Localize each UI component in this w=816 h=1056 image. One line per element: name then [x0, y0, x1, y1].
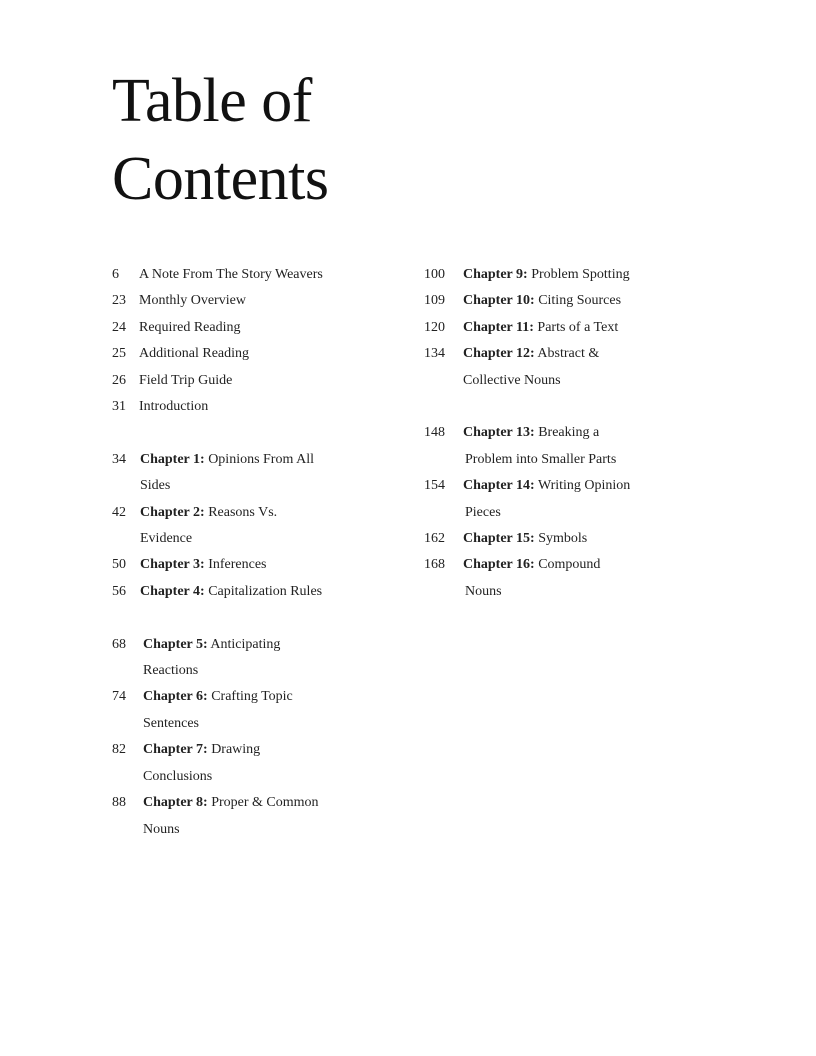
chapter-title-text: Inferences: [208, 557, 267, 573]
chapter-label: Chapter 14:: [463, 478, 535, 494]
toc-entry[interactable]: [112, 790, 412, 843]
toc-entry-title: [463, 420, 754, 473]
chapter-title-text: Additional Reading: [139, 346, 250, 362]
toc-entry[interactable]: [112, 632, 412, 685]
toc-page-number: 88: [112, 795, 126, 811]
toc-page-number: 109: [424, 293, 445, 309]
toc-page-number: 6: [112, 267, 119, 282]
chapter-title-text: A Note From The Story Weavers: [139, 267, 323, 282]
toc-entry-title: [463, 526, 754, 552]
toc-entry[interactable]: [424, 526, 754, 552]
toc-entry[interactable]: [424, 473, 754, 526]
toc-page-number: 168: [424, 557, 445, 573]
toc-page-number: 25: [112, 346, 126, 362]
toc-page-number: 26: [112, 372, 126, 388]
chapter-title-text: Capitalization Rules: [208, 583, 323, 599]
chapter-title-text: Drawing: [211, 742, 261, 758]
chapter-label: Chapter 6:: [143, 689, 208, 705]
toc-page-number: 31: [112, 399, 126, 415]
chapter-title-continuation: Sentences: [143, 715, 199, 731]
page-title: [112, 62, 328, 218]
toc-entry[interactable]: [112, 684, 412, 737]
chapter-title-continuation: Collective Nouns: [463, 372, 561, 388]
toc-entry-title: [463, 315, 754, 341]
page-title-line-1: Table of: [112, 67, 312, 135]
toc-entry-title: [139, 394, 412, 420]
chapter-label: Chapter 9:: [463, 267, 528, 282]
chapter-label: Chapter 15:: [463, 531, 535, 547]
toc-entry-title: [140, 500, 412, 553]
chapter-title-continuation: Nouns: [143, 821, 180, 837]
toc-entry-title: [139, 315, 412, 341]
toc-page-number: 148: [424, 425, 445, 441]
page-title-line-2: Contents: [112, 145, 329, 213]
toc-entry-title: [139, 341, 412, 367]
toc-entry-title: [463, 473, 754, 526]
chapter-title-text: Opinions From All: [208, 451, 314, 467]
toc-group: [424, 262, 754, 394]
toc-left-column: [112, 262, 412, 869]
chapter-label: Chapter 13:: [463, 425, 535, 441]
toc-entry-title: [143, 790, 412, 843]
toc-entry[interactable]: [424, 341, 754, 394]
chapter-title-text: Writing Opinion: [537, 478, 631, 494]
chapter-label: Chapter 8:: [143, 795, 208, 811]
toc-right-column: [424, 262, 754, 632]
toc-page-number: 82: [112, 742, 126, 758]
chapter-label: Chapter 10:: [463, 293, 535, 309]
toc-page-number: 24: [112, 319, 126, 335]
toc-group: [112, 262, 412, 420]
toc-entry[interactable]: [424, 288, 754, 314]
toc-entry[interactable]: [112, 447, 412, 500]
toc-group: [424, 420, 754, 605]
toc-page-number: 134: [424, 346, 445, 362]
toc-entry-title: [143, 632, 412, 685]
chapter-title-text: Introduction: [139, 399, 209, 415]
chapter-label: Chapter 11:: [463, 319, 534, 335]
chapter-title-continuation: Nouns: [465, 583, 502, 599]
chapter-title-text: Parts of a Text: [537, 319, 619, 335]
toc-entry-title: [140, 579, 412, 605]
toc-page-number: 154: [424, 478, 445, 494]
chapter-label: Chapter 2:: [140, 504, 205, 520]
toc-entry[interactable]: [112, 315, 412, 341]
toc-entry[interactable]: [424, 315, 754, 341]
chapter-title-text: Proper & Common: [211, 795, 319, 811]
toc-entry[interactable]: [112, 368, 412, 394]
chapter-title-text: Citing Sources: [538, 293, 622, 309]
toc-page-number: 120: [424, 319, 445, 335]
toc-entry[interactable]: [424, 262, 754, 288]
toc-entry-title: [140, 552, 412, 578]
toc-entry-title: [463, 288, 754, 314]
chapter-title-continuation: Reactions: [143, 663, 199, 679]
toc-entry[interactable]: [112, 552, 412, 578]
chapter-label: Chapter 3:: [140, 557, 205, 573]
toc-group: [112, 632, 412, 843]
toc-page-number: 34: [112, 451, 126, 467]
toc-entry[interactable]: [424, 552, 754, 605]
toc-entry[interactable]: [112, 737, 412, 790]
toc-entry-title: [139, 288, 412, 314]
chapter-title-text: Symbols: [538, 531, 588, 547]
chapter-label: Chapter 12:: [463, 346, 535, 362]
chapter-title-text: Breaking a: [538, 425, 600, 441]
toc-entry-title: [463, 262, 754, 288]
chapter-label: Chapter 16:: [463, 557, 535, 573]
toc-page-number: 68: [112, 636, 126, 652]
toc-entry[interactable]: [112, 500, 412, 553]
chapter-title-text: Compound: [538, 557, 601, 573]
toc-entry[interactable]: [112, 262, 412, 288]
chapter-title-continuation: Problem into Smaller Parts: [465, 451, 617, 467]
toc-page-number: 100: [424, 267, 445, 282]
chapter-label: Chapter 4:: [140, 583, 205, 599]
chapter-title-text: Reasons Vs.: [208, 504, 278, 520]
chapter-title-text: Crafting Topic: [211, 689, 293, 705]
toc-entry-title: [463, 341, 754, 394]
toc-page-number: 162: [424, 531, 445, 547]
chapter-title-text: Field Trip Guide: [139, 372, 233, 388]
toc-page-number: 23: [112, 293, 126, 309]
toc-entry-title: [143, 684, 412, 737]
toc-entry[interactable]: [112, 288, 412, 314]
toc-entry[interactable]: [112, 341, 412, 367]
toc-page-number: 42: [112, 504, 126, 520]
toc-entry-title: [140, 447, 412, 500]
toc-entry[interactable]: [112, 394, 412, 420]
chapter-label: Chapter 7:: [143, 742, 208, 758]
chapter-title-continuation: Conclusions: [143, 768, 213, 784]
chapter-label: Chapter 1:: [140, 451, 205, 467]
chapter-title-text: Abstract &: [537, 346, 600, 362]
chapter-title-text: Required Reading: [139, 319, 241, 335]
chapter-label: Chapter 5:: [143, 636, 208, 652]
toc-page-number: 56: [112, 583, 126, 599]
toc-page-number: 50: [112, 557, 126, 573]
toc-group: [112, 447, 412, 605]
chapter-title-text: Anticipating: [210, 636, 281, 652]
toc-entry-title: [139, 368, 412, 394]
toc-entry-title: [143, 737, 412, 790]
toc-page-number: 74: [112, 689, 126, 705]
chapter-title-text: Monthly Overview: [139, 293, 246, 309]
chapter-title-text: Problem Spotting: [531, 267, 630, 282]
chapter-title-continuation: Sides: [140, 478, 171, 494]
toc-entry[interactable]: [424, 420, 754, 473]
chapter-title-continuation: Pieces: [465, 504, 501, 520]
toc-entry-title: [463, 552, 754, 605]
toc-entry-title: [139, 262, 412, 288]
chapter-title-continuation: Evidence: [140, 531, 193, 547]
toc-entry[interactable]: [112, 579, 412, 605]
